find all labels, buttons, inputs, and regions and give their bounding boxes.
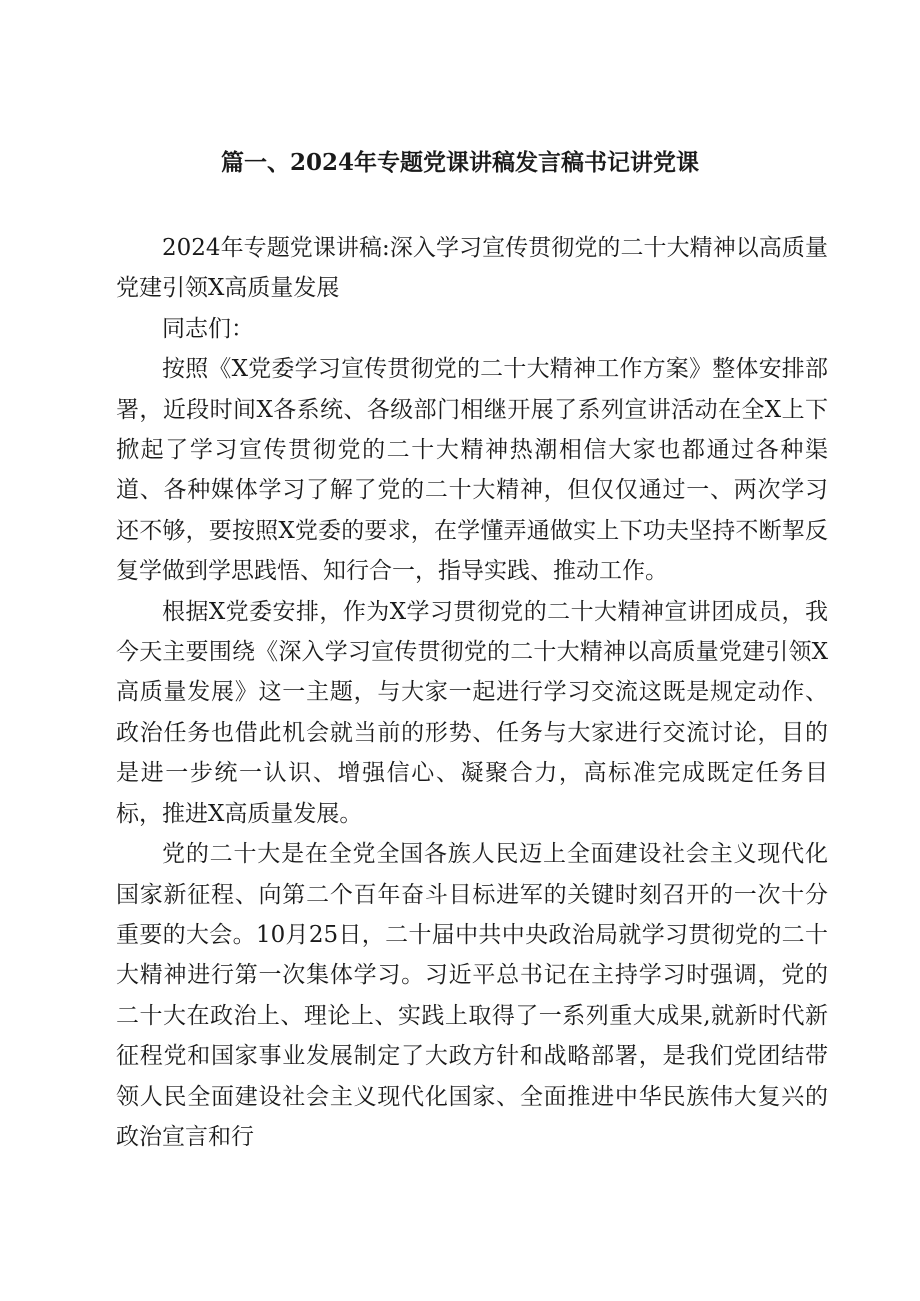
body-paragraph-2: 根据X党委安排，作为X学习贯彻党的二十大精神宣讲团成员，我今天主要围绕《深入学习宣传贯彻党的二十大精神以高质量党建引领X高质量发展》这一主题，与大家一起进行学习交流这既是规定动作、政治任务也借此机会就当前的形势、任务与大家进行交流讨论，目的是进一步统一认识、增强信心、凝聚合力，高标准完成既定任务目标，推进X高质量发展。 <box>116 598 828 827</box>
salutation-paragraph: 同志们： <box>162 315 254 342</box>
subtitle-paragraph: 2024年专题党课讲稿:深入学习宣传贯彻党的二十大精神以高质量党建引领X高质量发展 <box>116 235 828 302</box>
body-paragraph-3: 党的二十大是在全党全国各族人民迈上全面建设社会主义现代化国家新征程、向第二个百年奋斗目标进军的关键时刻召开的一次十分重要的大会。10月25日，二十届中共中央政治局就学习贯彻党的二十大精神进行第一次集体学习。习近平总书记在主持学习时强调，党的二十大在政治上、理论上、实践上取得了一系列重大成果,就新时代新征程党和国家事业发展制定了大政方针和战略部署，是我们党团结带领人民全面建设社会主义现代化国家、全面推进中华民族伟大复兴的政治宣言和行 <box>116 841 828 1150</box>
body-paragraph-1: 按照《X党委学习宣传贯彻党的二十大精神工作方案》整体安排部署，近段时间X各系统、各级部门相继开展了系列宣讲活动在全X上下掀起了学习宣传贯彻党的二十大精神热潮相信大家也都通过各种渠道、各种媒体学习了解了党的二十大精神，但仅仅通过一、两次学习还不够，要按照X党委的要求，在学懂弄通做实上下功夫坚持不断挈反复学做到学思践悟、知行合一，指导实践、推动工作。 <box>116 356 828 585</box>
document-body <box>116 228 828 1157</box>
document-title: 篇一、2024年专题党课讲稿发言稿书记讲党课 <box>220 149 699 176</box>
